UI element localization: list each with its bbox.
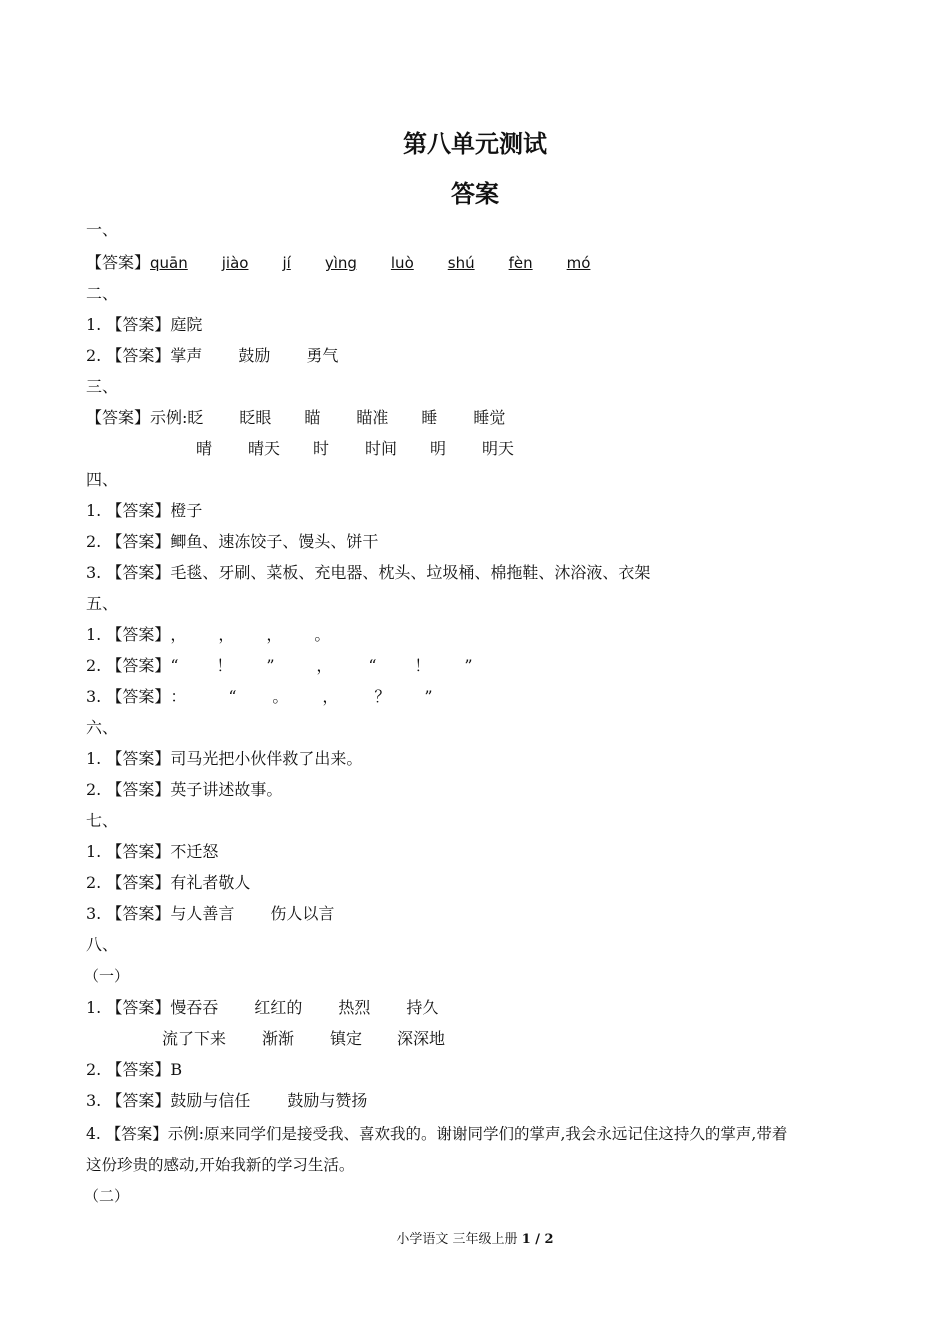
answer-word: 时间 <box>365 439 398 458</box>
punctuation-mark: ， <box>266 625 283 644</box>
punctuation-mark: ？ <box>374 687 391 706</box>
answer-word: 睡 <box>421 408 438 427</box>
pinyin-7: fèn <box>508 254 533 272</box>
answer-tag: 【答案】 <box>105 1125 168 1143</box>
question-number: 1. <box>86 998 102 1017</box>
answer-text: 不迁怒 <box>170 842 219 861</box>
answer-word: 热烈 <box>338 998 371 1017</box>
question-number: 3. <box>86 904 102 923</box>
s4-q2 <box>86 532 378 552</box>
question-number: 1. <box>86 842 102 861</box>
s4-q3 <box>86 563 650 583</box>
s5-q1 <box>86 625 330 645</box>
section-6-heading: 六、 <box>86 718 119 737</box>
answer-tag: 【答案】 <box>106 346 171 365</box>
punctuation-mark: ” <box>424 687 433 706</box>
answer-tag: 【答案】 <box>106 998 171 1017</box>
s3-row2 <box>196 439 514 459</box>
answer-word: 瞄 <box>304 408 321 427</box>
punctuation-mark: 。 <box>314 625 331 644</box>
punctuation-mark: “ <box>170 656 179 675</box>
answer-word: 晴天 <box>248 439 281 458</box>
s2-q2 <box>86 346 338 366</box>
question-number: 2. <box>86 780 102 799</box>
question-number: 1. <box>86 501 102 520</box>
punctuation-mark: ， <box>316 656 333 675</box>
answer-tag: 【答案】 <box>106 687 171 706</box>
question-number: 1. <box>86 625 102 644</box>
answer-tag: 【答案】 <box>106 501 171 520</box>
section-1-heading: 一、 <box>86 220 119 239</box>
s8-q1-row1 <box>86 998 438 1018</box>
answer-tag: 【答案】 <box>106 563 171 582</box>
answer-text: 鼓励 <box>238 346 271 365</box>
section-2-heading: 二、 <box>86 284 119 303</box>
s6-q2 <box>86 780 282 800</box>
answer-tag: 【答案】 <box>106 1060 171 1079</box>
answer-word: 持久 <box>406 998 439 1017</box>
pinyin-5: luò <box>390 254 414 272</box>
answer-tag: 【答案】 <box>86 408 151 427</box>
s8-q2 <box>86 1060 182 1080</box>
answer-word: 眨眼 <box>239 408 272 427</box>
s8-q4-line2: 这份珍贵的感动,开始我新的学习生活。 <box>86 1156 355 1174</box>
section-3-heading: 三、 <box>86 377 119 396</box>
answer-word: 瞄准 <box>356 408 389 427</box>
s2-q1 <box>86 315 202 335</box>
answer-tag: 【答案】 <box>86 253 151 272</box>
answer-text: 掌声 <box>170 346 203 365</box>
punctuation-mark: ， <box>170 625 187 644</box>
pinyin-2: jiào <box>221 254 249 272</box>
answer-word: 流了下来 <box>162 1029 227 1048</box>
answer-text: 司马光把小伙伴救了出来。 <box>170 749 363 768</box>
pinyin-6: shú <box>447 254 475 272</box>
answer-text: 与人善言 <box>170 904 235 923</box>
answer-tag: 【答案】 <box>106 532 171 551</box>
page-title: 第八单元测试 <box>403 130 547 158</box>
answer-text: 鲫鱼、速冻饺子、馒头、饼干 <box>170 532 379 551</box>
answer-tag: 【答案】 <box>106 315 171 334</box>
answer-tag: 【答案】 <box>106 656 171 675</box>
part-2-label: （二） <box>84 1187 130 1205</box>
pinyin-1: quān <box>150 254 188 272</box>
example-prefix: 示例: <box>167 1125 204 1143</box>
page-footer <box>0 1228 950 1247</box>
s7-q2 <box>86 873 250 893</box>
answer-tag: 【答案】 <box>106 749 171 768</box>
answer-word: 渐渐 <box>262 1029 295 1048</box>
answer-word: 深深地 <box>397 1029 446 1048</box>
punctuation-mark: 。 <box>272 687 289 706</box>
answer-text: 鼓励与赞扬 <box>287 1091 368 1110</box>
punctuation-mark: “ <box>368 656 377 675</box>
punctuation-mark: ” <box>464 656 473 675</box>
question-number: 2. <box>86 873 102 892</box>
answer-text: 英子讲述故事。 <box>170 780 283 799</box>
answer-text: 毛毯、牙刷、菜板、充电器、枕头、垃圾桶、棉拖鞋、沐浴液、衣架 <box>170 563 651 582</box>
punctuation-mark: ！ <box>216 656 233 675</box>
answer-word: 晴 <box>196 439 213 458</box>
part-1-label: （一） <box>84 967 130 985</box>
page-number: 1 / 2 <box>521 1232 554 1247</box>
question-number: 1. <box>86 315 102 334</box>
question-number: 1. <box>86 749 102 768</box>
pinyin-4: yìng <box>324 254 357 272</box>
answer-tag: 【答案】 <box>106 1091 171 1110</box>
s5-q3 <box>86 687 433 707</box>
answer-text: 庭院 <box>170 315 203 334</box>
s6-q1 <box>86 749 362 769</box>
question-number: 4. <box>86 1125 101 1143</box>
answer-tag: 【答案】 <box>106 780 171 799</box>
answer-word: 睡觉 <box>473 408 506 427</box>
s5-q2 <box>86 656 473 676</box>
answer-text: 勇气 <box>306 346 339 365</box>
section-1-answer <box>86 253 624 273</box>
page-subtitle: 答案 <box>451 180 499 208</box>
punctuation-mark: ， <box>322 687 339 706</box>
question-number: 2. <box>86 346 102 365</box>
answer-tag: 【答案】 <box>106 625 171 644</box>
answer-word: 明 <box>430 439 447 458</box>
answer-word: 眨 <box>187 408 204 427</box>
section-7-heading: 七、 <box>86 811 119 830</box>
answer-text: 橙子 <box>170 501 203 520</box>
example-prefix: 示例: <box>150 408 188 427</box>
answer-text: B <box>170 1060 183 1079</box>
question-number: 2. <box>86 656 102 675</box>
answer-text: 伤人以言 <box>270 904 335 923</box>
footer-subject: 小学语文 <box>396 1232 449 1247</box>
answer-text: 有礼者敬人 <box>170 873 251 892</box>
punctuation-mark: ， <box>218 625 235 644</box>
s7-q1 <box>86 842 218 862</box>
punctuation-mark: ” <box>266 656 275 675</box>
section-4-heading: 四、 <box>86 470 119 489</box>
s3-row1 <box>86 408 505 428</box>
question-number: 3. <box>86 687 102 706</box>
punctuation-mark: ： <box>170 687 187 706</box>
answer-word: 时 <box>313 439 330 458</box>
answer-word: 慢吞吞 <box>170 998 219 1017</box>
punctuation-mark: ！ <box>414 656 431 675</box>
s8-q3 <box>86 1091 367 1111</box>
pinyin-8: mó <box>566 254 591 272</box>
question-number: 2. <box>86 532 102 551</box>
punctuation-mark: “ <box>228 687 237 706</box>
s4-q1 <box>86 501 202 521</box>
footer-grade: 三年级上册 <box>452 1232 518 1247</box>
answer-word: 镇定 <box>330 1029 363 1048</box>
s8-q1-row2 <box>162 1029 445 1049</box>
section-5-heading: 五、 <box>86 594 119 613</box>
question-number: 3. <box>86 1091 102 1110</box>
answer-text: 鼓励与信任 <box>170 1091 251 1110</box>
question-number: 3. <box>86 563 102 582</box>
answer-tag: 【答案】 <box>106 904 171 923</box>
pinyin-3: jí <box>282 254 291 272</box>
answer-word: 红红的 <box>254 998 303 1017</box>
answer-text: 原来同学们是接受我、喜欢我的。谢谢同学们的掌声,我会永远记住这持久的掌声,带着 <box>203 1125 788 1143</box>
answer-tag: 【答案】 <box>106 873 171 892</box>
answer-word: 明天 <box>482 439 515 458</box>
section-8-heading: 八、 <box>86 935 119 954</box>
s8-q4-line1 <box>86 1124 787 1144</box>
s7-q3 <box>86 904 334 924</box>
answer-tag: 【答案】 <box>106 842 171 861</box>
question-number: 2. <box>86 1060 102 1079</box>
